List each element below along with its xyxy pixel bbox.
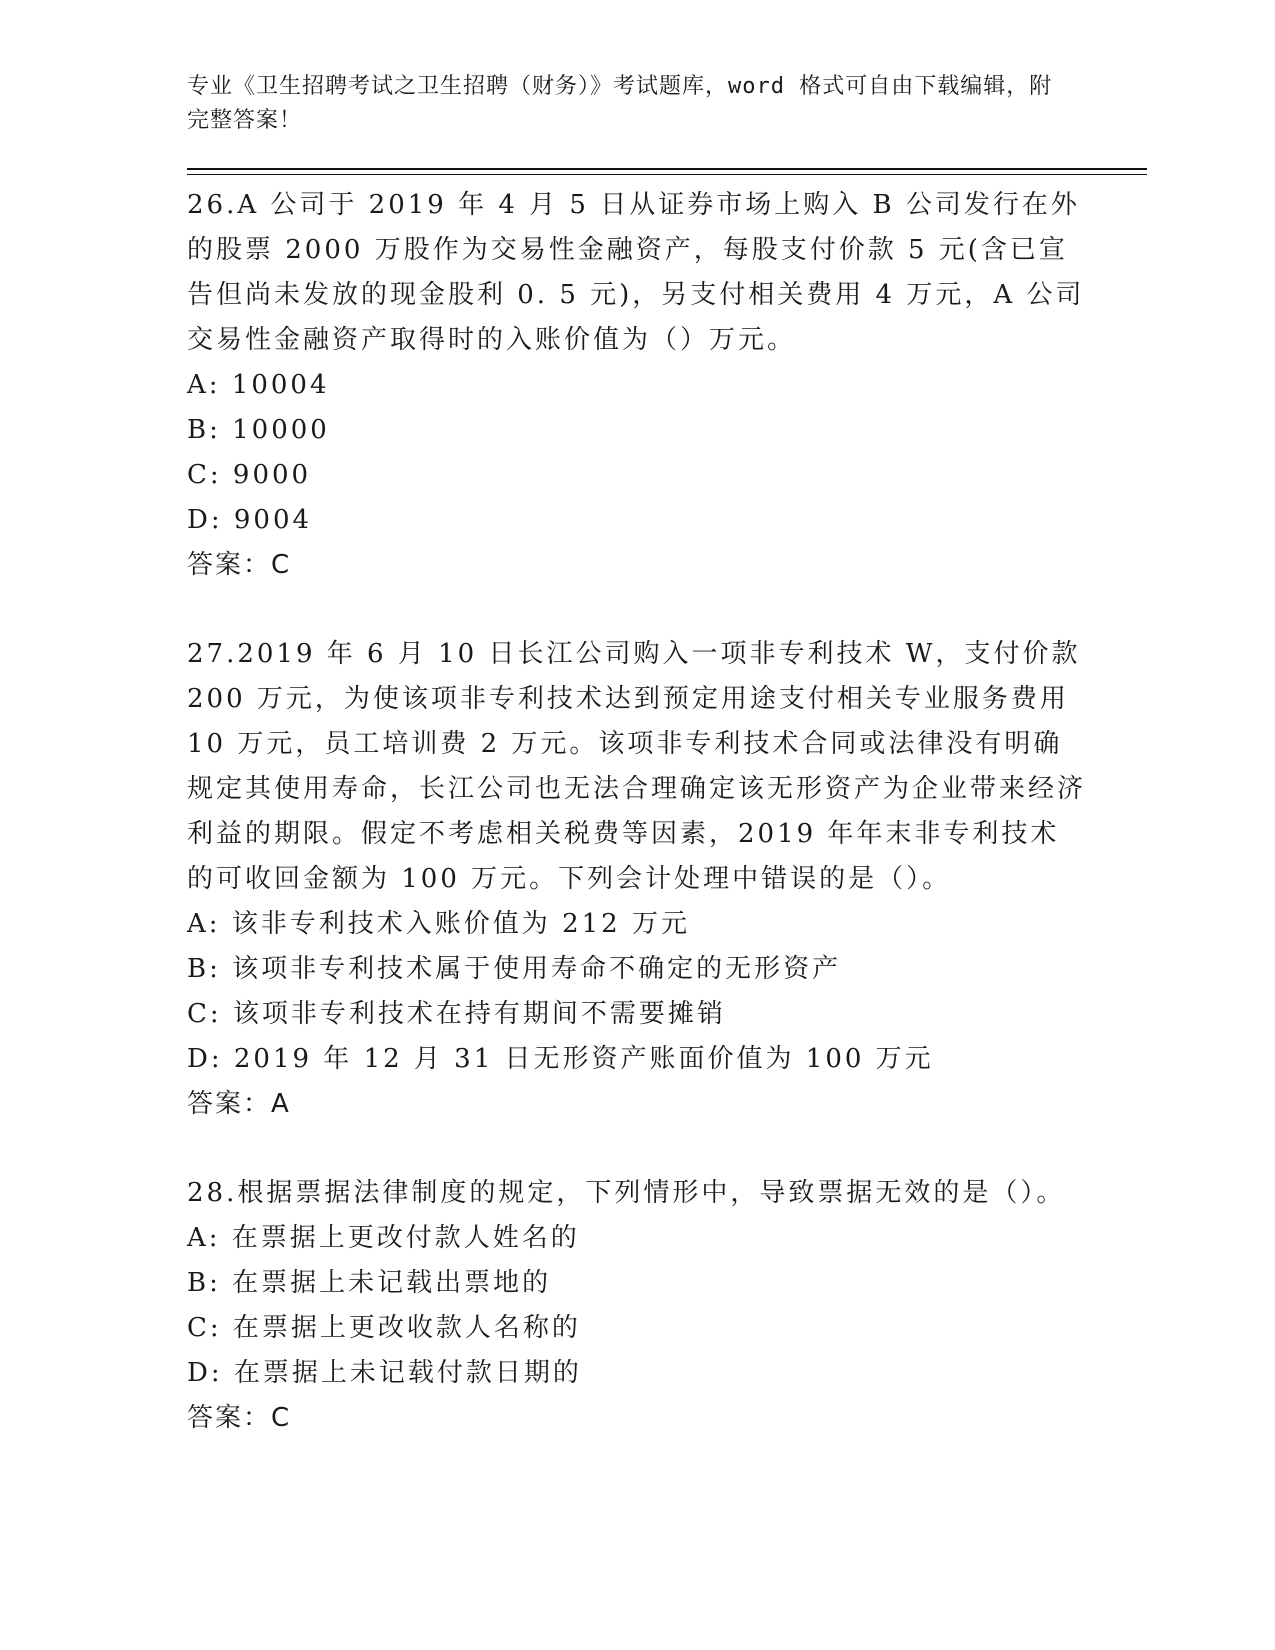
header-divider bbox=[187, 168, 1147, 175]
answer-line: 答案：A bbox=[187, 1089, 291, 1119]
question-stem: 28.根据票据法律制度的规定，下列情形中，导致票据无效的是（）。 bbox=[187, 1178, 1066, 1208]
option-a: A: 在票据上更改付款人姓名的 bbox=[187, 1223, 580, 1253]
option-a: A: 10004 bbox=[187, 370, 330, 400]
option-c: C: 9000 bbox=[187, 460, 312, 490]
question-28 bbox=[187, 1171, 1147, 1441]
option-d: D: 2019 年 12 月 31 日无形资产账面价值为 100 万元 bbox=[187, 1044, 934, 1074]
answer-line: 答案：C bbox=[187, 1403, 292, 1433]
document-header: 专业《卫生招聘考试之卫生招聘（财务）》考试题库，word 格式可自由下载编辑，附完整答案！ bbox=[187, 74, 1053, 133]
option-b: B: 10000 bbox=[187, 415, 330, 445]
answer-line: 答案：C bbox=[187, 550, 292, 580]
option-a: A: 该非专利技术入账价值为 212 万元 bbox=[187, 909, 690, 939]
question-stem: 27.2019 年 6 月 10 日长江公司购入一项非专利技术 W，支付价款 200 万元，为使该项非专利技术达到预定用途支付相关专业服务费用 10 万元，员工培训费 2 万元。该项非专利技术合同或法律没有明确规定其使用寿命，长江公司也无法合理确定该无形资产为企业带来经济利益的期限。假定不考虑相关税费等因素，2019 年年末非专利技术的可收回金额为 100 万元。下列会计处理中错误的是（）。 bbox=[187, 639, 1087, 894]
question-stem: 26.A 公司于 2019 年 4 月 5 日从证券市场上购入 B 公司发行在外的股票 2000 万股作为交易性金融资产，每股支付价款 5 元(含已宣告但尚未发放的现金股利 0. 5 元)，另支付相关费用 4 万元，A 公司交易性金融资产取得时的入账价值为（）万元。 bbox=[187, 190, 1085, 355]
question-26 bbox=[187, 183, 1147, 588]
question-27 bbox=[187, 632, 1147, 1127]
option-c: C: 该项非专利技术在持有期间不需要摊销 bbox=[187, 999, 726, 1029]
option-d: D: 在票据上未记载付款日期的 bbox=[187, 1358, 582, 1388]
option-b: B: 在票据上未记载出票地的 bbox=[187, 1268, 552, 1298]
document-page bbox=[187, 70, 1147, 1441]
option-d: D: 9004 bbox=[187, 505, 313, 535]
option-b: B: 该项非专利技术属于使用寿命不确定的无形资产 bbox=[187, 954, 842, 984]
option-c: C: 在票据上更改收款人名称的 bbox=[187, 1313, 581, 1343]
